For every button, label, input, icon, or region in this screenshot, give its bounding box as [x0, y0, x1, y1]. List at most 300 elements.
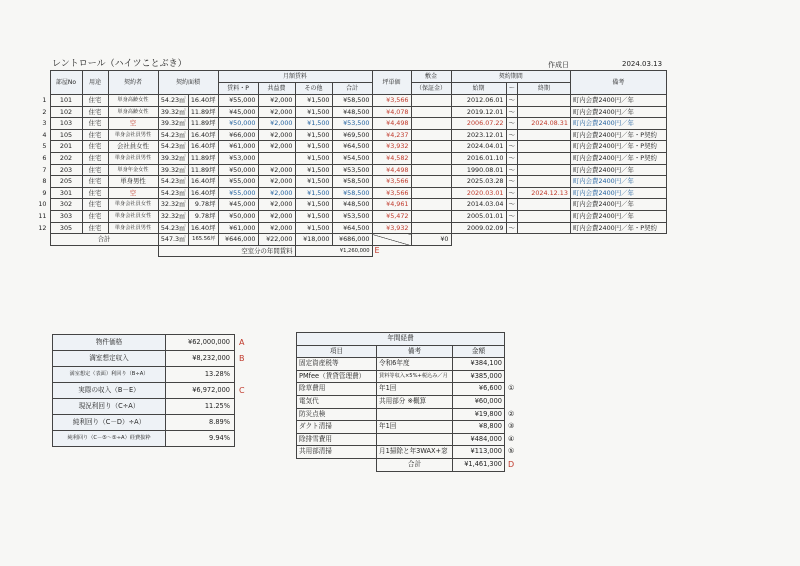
use-cell: 住宅 [82, 152, 108, 164]
row-number: 12 [38, 223, 47, 232]
header-start: 始期 [451, 83, 506, 95]
rent-roll-row [36, 187, 666, 199]
expense-note: 年1回 [377, 421, 453, 434]
use-cell: 住宅 [82, 164, 108, 176]
expenses-header-amount: 金額 [453, 345, 505, 358]
tilde-cell: 〜 [506, 176, 517, 188]
area-m2-cell: 54.23㎡ [158, 176, 188, 188]
total-cell: ¥48,500 [332, 106, 372, 118]
end-date-cell [517, 222, 570, 234]
expense-mark [505, 395, 525, 408]
rent-cell: ¥55,000 [218, 187, 258, 199]
other-fee-cell: ¥1,500 [295, 187, 332, 199]
deposit-cell [411, 210, 451, 222]
tsubo-price-cell: ¥3,566 [372, 95, 411, 107]
expense-item: ダクト清掃 [297, 421, 377, 434]
rent-cell: ¥50,000 [218, 210, 258, 222]
use-cell: 住宅 [82, 222, 108, 234]
tenant-cell: 単身年金女性 [108, 164, 158, 176]
total-cell: ¥64,500 [332, 141, 372, 153]
area-tsubo-cell: 16.40坪 [188, 187, 218, 199]
area-tsubo-cell: 11.89坪 [188, 118, 218, 130]
start-date-cell: 2025.03.28 [451, 176, 506, 188]
summary-mark: B [239, 354, 245, 363]
area-m2-cell: 54.23㎡ [158, 129, 188, 141]
expense-row [297, 358, 525, 371]
expense-mark: ① [508, 384, 515, 393]
expense-mark: ④ [508, 434, 515, 443]
end-date-cell [517, 129, 570, 141]
expenses-header-note: 備考 [377, 345, 453, 358]
area-m2-cell: 39.32㎡ [158, 106, 188, 118]
room-number: 303 [50, 210, 82, 222]
deposit-cell [411, 95, 451, 107]
area-tsubo-cell: 11.89坪 [188, 106, 218, 118]
expense-item: 電気代 [297, 395, 377, 408]
tsubo-price-cell: ¥4,582 [372, 152, 411, 164]
expense-row [297, 370, 525, 383]
area-m2-cell: 39.32㎡ [158, 152, 188, 164]
expense-row [297, 383, 525, 396]
deposit-cell [411, 176, 451, 188]
start-date-cell: 1990.08.01 [451, 164, 506, 176]
header-room: 部屋No [50, 71, 82, 95]
room-number: 302 [50, 199, 82, 211]
summary-row [53, 431, 254, 447]
end-date-cell [517, 95, 570, 107]
room-number: 102 [50, 106, 82, 118]
summary-label: 実際の収入（B－E） [53, 383, 166, 399]
rent-roll-row [36, 222, 666, 234]
header-use: 用途 [82, 71, 108, 95]
rent-cell: ¥50,000 [218, 164, 258, 176]
common-fee-cell: ¥2,000 [258, 210, 295, 222]
area-tsubo-cell: 9.78坪 [188, 199, 218, 211]
deposit-cell [411, 222, 451, 234]
total-cell: ¥69,500 [332, 129, 372, 141]
summary-value: ¥62,000,000 [166, 335, 235, 351]
note-cell: 町内会費2400円／年 [570, 164, 666, 176]
other-fee-cell: ¥1,500 [295, 176, 332, 188]
other-fee-cell: ¥1,500 [295, 141, 332, 153]
note-cell: 町内会費2400円／年 [570, 210, 666, 222]
tsubo-price-cell: ¥5,472 [372, 210, 411, 222]
rent-cell: ¥61,000 [218, 141, 258, 153]
expense-note [377, 408, 453, 421]
tenant-cell: 会社員女性 [108, 141, 158, 153]
area-tsubo-cell: 11.89坪 [188, 164, 218, 176]
common-fee-cell [258, 152, 295, 164]
summary-mark [235, 367, 254, 383]
start-date-cell: 2005.01.01 [451, 210, 506, 222]
row-number: 6 [42, 153, 47, 162]
rent-cell: ¥50,000 [218, 118, 258, 130]
other-fee-cell: ¥1,500 [295, 210, 332, 222]
area-m2-cell: 32.32㎡ [158, 210, 188, 222]
tenant-cell: 単身会社員男性 [108, 222, 158, 234]
tenant-cell: 空 [108, 118, 158, 130]
tsubo-price-cell: ¥3,932 [372, 141, 411, 153]
header-tenant: 契約者 [108, 71, 158, 95]
row-number: 9 [42, 188, 47, 197]
note-cell: 町内会費2400円／年 [570, 187, 666, 199]
expense-row [297, 395, 525, 408]
summary-value: 8.89% [166, 415, 235, 431]
area-tsubo-cell: 11.89坪 [188, 152, 218, 164]
use-cell: 住宅 [82, 95, 108, 107]
header-note: 備考 [570, 71, 666, 95]
rent-cell: ¥53,000 [218, 152, 258, 164]
rent-roll-body [36, 95, 666, 234]
end-date-cell [517, 176, 570, 188]
tenant-cell: 単身会社員男性 [108, 129, 158, 141]
start-date-cell: 2009.02.09 [451, 222, 506, 234]
note-cell: 町内会費2400円／年 [570, 199, 666, 211]
total-cell: ¥58,500 [332, 176, 372, 188]
room-number: 301 [50, 187, 82, 199]
start-date-cell: 2012.06.01 [451, 95, 506, 107]
yield-summary-table [52, 334, 254, 447]
summary-row [53, 399, 254, 415]
header-end: 終期 [517, 83, 570, 95]
header-tilde: 〜 [506, 83, 517, 95]
rent-cell: ¥66,000 [218, 129, 258, 141]
expense-amount: ¥484,000 [453, 433, 505, 446]
room-number: 201 [50, 141, 82, 153]
area-tsubo-cell: 16.40坪 [188, 129, 218, 141]
expense-mark [505, 358, 525, 371]
row-number: 8 [42, 177, 47, 186]
room-number: 105 [50, 129, 82, 141]
expense-amount: ¥384,100 [453, 358, 505, 371]
tilde-cell: 〜 [506, 141, 517, 153]
row-number: 11 [38, 211, 47, 220]
deposit-cell [411, 187, 451, 199]
annual-expenses-table [296, 332, 525, 472]
rent-cell: ¥61,000 [218, 222, 258, 234]
total-cell: ¥54,500 [332, 152, 372, 164]
header-deposit: 敷金 [411, 71, 451, 83]
tilde-cell: 〜 [506, 106, 517, 118]
area-m2-cell: 39.32㎡ [158, 164, 188, 176]
tsubo-price-cell: ¥4,237 [372, 129, 411, 141]
rent-roll-row [36, 164, 666, 176]
expense-note: 年1回 [377, 383, 453, 396]
vacant-label: 空室分の年間賃料 [158, 245, 295, 257]
use-cell: 住宅 [82, 210, 108, 222]
use-cell: 住宅 [82, 176, 108, 188]
expense-note: 月1掃除と年3WAX+窓 [377, 446, 453, 459]
expense-amount: ¥60,000 [453, 395, 505, 408]
created-date: 2024.03.13 [622, 60, 663, 68]
end-date-cell: 2024.08.31 [517, 118, 570, 130]
tenant-cell: 単身会社員女性 [108, 199, 158, 211]
expense-item: 除草費用 [297, 383, 377, 396]
rent-roll-row [36, 199, 666, 211]
common-fee-cell: ¥2,000 [258, 141, 295, 153]
tilde-cell: 〜 [506, 164, 517, 176]
vacant-mark: E [374, 245, 380, 255]
expense-mark: ⑤ [508, 447, 515, 456]
tilde-cell: 〜 [506, 129, 517, 141]
rent-cell: ¥55,000 [218, 95, 258, 107]
tsubo-price-cell: ¥3,566 [372, 187, 411, 199]
common-fee-cell: ¥2,000 [258, 164, 295, 176]
expenses-title: 年間経費 [297, 333, 505, 346]
total-deposit: ¥0 [411, 234, 451, 246]
tsubo-price-cell: ¥4,498 [372, 118, 411, 130]
summary-value: ¥6,972,000 [166, 383, 235, 399]
use-cell: 住宅 [82, 187, 108, 199]
rent-roll-row [36, 118, 666, 130]
expense-mark: ② [508, 409, 515, 418]
row-number: 7 [42, 165, 47, 174]
tilde-cell: 〜 [506, 222, 517, 234]
summary-mark [235, 399, 254, 415]
header-monthly: 月額賃料 [218, 71, 372, 83]
other-fee-cell: ¥1,500 [295, 106, 332, 118]
start-date-cell: 2020.03.01 [451, 187, 506, 199]
area-tsubo-cell: 9.78坪 [188, 210, 218, 222]
deposit-cell [411, 141, 451, 153]
common-fee-cell: ¥2,000 [258, 176, 295, 188]
rent-roll-row [36, 152, 666, 164]
vacant-row [36, 245, 666, 257]
summary-mark: C [239, 386, 245, 395]
expense-mark: ③ [508, 422, 515, 431]
room-number: 103 [50, 118, 82, 130]
tenant-cell: 単身会社員男性 [108, 152, 158, 164]
room-number: 202 [50, 152, 82, 164]
page-title: レントロール（ハイツことぶき） [52, 59, 187, 69]
rent-roll-table [36, 70, 667, 257]
total-label: 合計 [50, 234, 158, 246]
expense-item: 除排雪費用 [297, 433, 377, 446]
total-total: ¥686,000 [332, 234, 372, 246]
expense-note: 令和6年度 [377, 358, 453, 371]
tilde-cell: 〜 [506, 95, 517, 107]
area-m2-cell: 32.32㎡ [158, 199, 188, 211]
deposit-cell [411, 106, 451, 118]
tenant-cell: 単身高齢女性 [108, 95, 158, 107]
note-cell: 町内会費2400円／年・P契約 [570, 141, 666, 153]
common-fee-cell: ¥2,000 [258, 187, 295, 199]
expense-amount: ¥113,000 [453, 446, 505, 459]
summary-mark: A [239, 338, 245, 347]
area-m2-cell: 54.23㎡ [158, 222, 188, 234]
expense-item: 共用部清掃 [297, 446, 377, 459]
area-tsubo-cell: 16.40坪 [188, 95, 218, 107]
tilde-cell: 〜 [506, 118, 517, 130]
total-rent: ¥646,000 [218, 234, 258, 246]
rent-cell: ¥45,000 [218, 199, 258, 211]
summary-row [53, 335, 254, 351]
note-cell: 町内会費2400円／年・P契約 [570, 129, 666, 141]
header-period: 契約期間 [451, 71, 570, 83]
total-tsubo-area: 165.56坪 [188, 234, 218, 246]
room-number: 305 [50, 222, 82, 234]
note-cell: 町内会費2400円／年 [570, 176, 666, 188]
room-number: 101 [50, 95, 82, 107]
summary-label: 満室想定収入 [53, 351, 166, 367]
use-cell: 住宅 [82, 129, 108, 141]
expense-note: 賃料等収入×5%+税込み／月 [377, 370, 453, 383]
header-rent: 賃料・P [218, 83, 258, 95]
total-cell: ¥53,500 [332, 164, 372, 176]
summary-label: 純利回り（C－⑤～⑤÷A）経費抜粋 [53, 431, 166, 447]
expense-amount: ¥8,800 [453, 421, 505, 434]
tsubo-price-cell: ¥3,566 [372, 176, 411, 188]
end-date-cell [517, 152, 570, 164]
total-tsubo-slash [372, 234, 411, 246]
area-m2-cell: 39.32㎡ [158, 118, 188, 130]
start-date-cell: 2019.12.01 [451, 106, 506, 118]
rent-roll-row [36, 210, 666, 222]
rent-roll-row [36, 106, 666, 118]
expense-note [377, 433, 453, 446]
summary-mark [235, 415, 254, 431]
common-fee-cell: ¥2,000 [258, 129, 295, 141]
common-fee-cell: ¥2,000 [258, 222, 295, 234]
start-date-cell: 2006.07.22 [451, 118, 506, 130]
total-cell: ¥53,500 [332, 118, 372, 130]
area-tsubo-cell: 16.40坪 [188, 141, 218, 153]
rent-roll-row [36, 141, 666, 153]
expenses-total-amount: ¥1,461,300 [453, 458, 505, 471]
vacant-value: ¥1,260,000 [295, 245, 372, 257]
other-fee-cell: ¥1,500 [295, 129, 332, 141]
end-date-cell [517, 141, 570, 153]
expense-note: 共用部分 ※概算 [377, 395, 453, 408]
header-area: 契約面積 [158, 71, 218, 95]
expense-row [297, 433, 525, 446]
header-other: その他 [295, 83, 332, 95]
summary-value: ¥8,232,000 [166, 351, 235, 367]
note-cell: 町内会費2400円／年 [570, 95, 666, 107]
end-date-cell [517, 106, 570, 118]
summary-label: 純利回り（C－D）÷A） [53, 415, 166, 431]
use-cell: 住宅 [82, 118, 108, 130]
rent-roll-total-row [36, 234, 666, 246]
rent-cell: ¥45,000 [218, 106, 258, 118]
expense-item: 防災点検 [297, 408, 377, 421]
start-date-cell: 2023.12.01 [451, 129, 506, 141]
header-total: 合計 [332, 83, 372, 95]
other-fee-cell: ¥1,500 [295, 222, 332, 234]
expense-amount: ¥19,800 [453, 408, 505, 421]
total-cell: ¥58,500 [332, 187, 372, 199]
tilde-cell: 〜 [506, 199, 517, 211]
deposit-cell [411, 164, 451, 176]
summary-value: 11.25% [166, 399, 235, 415]
tsubo-price-cell: ¥4,078 [372, 106, 411, 118]
expense-item: PMfee（賃貸管理費） [297, 370, 377, 383]
deposit-cell [411, 129, 451, 141]
rent-roll-row [36, 95, 666, 107]
note-cell: 町内会費2400円／年・P契約 [570, 222, 666, 234]
note-cell: 町内会費2400円／年 [570, 118, 666, 130]
total-cell: ¥58,500 [332, 95, 372, 107]
row-number: 4 [42, 130, 47, 139]
other-fee-cell: ¥1,500 [295, 164, 332, 176]
deposit-cell [411, 199, 451, 211]
use-cell: 住宅 [82, 106, 108, 118]
total-m2: 547.3㎡ [158, 234, 188, 246]
expense-mark [505, 370, 525, 383]
total-cell: ¥53,500 [332, 210, 372, 222]
summary-row [53, 367, 254, 383]
header-deposit-sub: （保証金） [411, 83, 451, 95]
expense-item: 固定資産税等 [297, 358, 377, 371]
end-date-cell [517, 164, 570, 176]
total-common: ¥22,000 [258, 234, 295, 246]
row-number: 3 [42, 119, 47, 128]
tenant-cell: 単身高齢女性 [108, 106, 158, 118]
area-m2-cell: 54.23㎡ [158, 95, 188, 107]
area-tsubo-cell: 16.40坪 [188, 222, 218, 234]
use-cell: 住宅 [82, 141, 108, 153]
start-date-cell: 2016.01.10 [451, 152, 506, 164]
start-date-cell: 2014.03.04 [451, 199, 506, 211]
expense-row [297, 421, 525, 434]
summary-row [53, 415, 254, 431]
area-tsubo-cell: 16.40坪 [188, 176, 218, 188]
rent-cell: ¥55,000 [218, 176, 258, 188]
expense-row [297, 408, 525, 421]
row-number: 5 [42, 142, 47, 151]
total-cell: ¥64,500 [332, 222, 372, 234]
other-fee-cell: ¥1,500 [295, 199, 332, 211]
row-number: 2 [42, 107, 47, 116]
tenant-cell: 単身男性 [108, 176, 158, 188]
row-number: 10 [38, 200, 47, 209]
end-date-cell: 2024.12.13 [517, 187, 570, 199]
tilde-cell: 〜 [506, 152, 517, 164]
summary-label: 物件価格 [53, 335, 166, 351]
note-cell: 町内会費2400円／年・P契約 [570, 152, 666, 164]
created-label: 作成日 [548, 61, 569, 69]
summary-label: 満室想定（表面）利回り（B÷A） [53, 367, 166, 383]
tilde-cell: 〜 [506, 187, 517, 199]
area-m2-cell: 54.23㎡ [158, 141, 188, 153]
tenant-cell: 単身会社員女性 [108, 210, 158, 222]
common-fee-cell: ¥2,000 [258, 106, 295, 118]
end-date-cell [517, 199, 570, 211]
expenses-total-label: 合計 [377, 458, 453, 471]
tsubo-price-cell: ¥4,498 [372, 164, 411, 176]
area-m2-cell: 54.23㎡ [158, 187, 188, 199]
other-fee-cell: ¥1,500 [295, 95, 332, 107]
rent-roll-row [36, 129, 666, 141]
row-number: 1 [42, 96, 47, 104]
tsubo-price-cell: ¥4,961 [372, 199, 411, 211]
expense-amount: ¥385,000 [453, 370, 505, 383]
tilde-cell: 〜 [506, 210, 517, 222]
summary-value: 9.94% [166, 431, 235, 447]
other-fee-cell: ¥1,500 [295, 118, 332, 130]
summary-row [53, 351, 254, 367]
tenant-cell: 空 [108, 187, 158, 199]
expenses-header-item: 項目 [297, 345, 377, 358]
tsubo-price-cell: ¥3,932 [372, 222, 411, 234]
deposit-cell [411, 152, 451, 164]
summary-value: 13.28% [166, 367, 235, 383]
expenses-total-row [297, 458, 525, 471]
start-date-cell: 2024.04.01 [451, 141, 506, 153]
total-cell: ¥48,500 [332, 199, 372, 211]
note-cell: 町内会費2400円／年 [570, 106, 666, 118]
end-date-cell [517, 210, 570, 222]
